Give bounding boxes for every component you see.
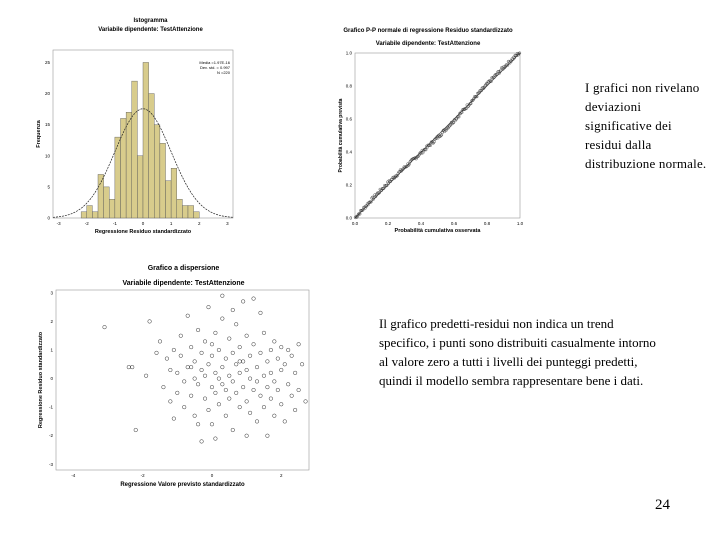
scatter-x-label: Regressione Valore previsto standardizzato [120, 482, 245, 488]
scatter-y-tick: 1 [50, 347, 53, 353]
pp-x-label: Probabilità cumulativa osservata [394, 228, 481, 234]
histogram-subtitle: Variabile dipendente: TestAttenzione [98, 27, 203, 33]
histogram-bar [160, 143, 166, 218]
histogram-bar [154, 125, 160, 218]
scatter-y-tick: -1 [48, 404, 53, 410]
pp-plot-title: Grafico P-P normale di regressione Residuo standardizzato [343, 28, 513, 34]
pp-y-tick: 0.8 [345, 83, 352, 89]
pp-x-tick: 1.0 [516, 221, 524, 226]
histogram-x-tick: -2 [84, 221, 89, 226]
scatter-y-tick: 0 [50, 376, 53, 382]
histogram-x-tick: 2 [197, 221, 201, 226]
page-number: 24 [655, 497, 670, 513]
histogram-bar [132, 81, 138, 218]
histogram-bar [149, 94, 155, 218]
histogram-bar [81, 212, 87, 218]
histogram-x-tick: 0 [141, 221, 145, 226]
scatter-x-tick: 2 [280, 473, 283, 478]
scatter-panel [36, 265, 311, 500]
histogram-title: Istogramma [133, 18, 168, 24]
pp-y-tick: 0.0 [345, 215, 352, 221]
pp-x-tick: 0.4 [417, 221, 425, 226]
scatter-x-tick: -4 [71, 473, 76, 478]
scatter-y-label: Regressione Residuo standardizzato [38, 331, 44, 429]
pp-plot-panel [328, 28, 538, 243]
histogram-stat: N =220 [216, 70, 230, 75]
scatter-chart [36, 265, 311, 500]
histogram-chart [33, 18, 268, 238]
histogram-y-tick: 25 [44, 59, 50, 65]
pp-x-tick: 0.6 [450, 221, 458, 226]
histogram-y-tick: 15 [44, 122, 50, 128]
histogram-bar [166, 181, 172, 218]
histogram-y-tick: 5 [47, 184, 50, 190]
histogram-bar [98, 174, 104, 218]
pp-y-tick: 1.0 [345, 50, 352, 56]
histogram-x-label: Regressione Residuo standardizzato [94, 229, 192, 235]
pp-plot-chart [328, 28, 538, 243]
histogram-bar [182, 206, 188, 218]
histogram-bar [104, 187, 110, 218]
histogram-bar [121, 118, 127, 218]
scatter-plot-area [56, 290, 309, 470]
pp-x-tick: 0.8 [483, 221, 491, 226]
histogram-bar [171, 168, 177, 218]
pp-y-tick: 0.6 [345, 116, 352, 122]
scatter-x-tick: -2 [140, 473, 145, 478]
histogram-bar [109, 199, 115, 218]
scatter-y-tick: -2 [48, 433, 53, 439]
histogram-bar [188, 206, 194, 218]
histogram-bar [177, 199, 183, 218]
scatter-title: Grafico a dispersione [147, 265, 220, 272]
histogram-bar [92, 212, 98, 218]
histogram-stat: Dev. std. = 0.997 [199, 65, 230, 70]
histogram-y-tick: 20 [44, 91, 50, 97]
normality-note: I grafici non rivelano deviazioni significative dei residui dalla distribuzione normale. [585, 80, 707, 171]
histogram-panel [33, 18, 268, 238]
pp-y-label: Probabilità cumulativa prevista [338, 98, 344, 173]
histogram-bar [137, 156, 143, 218]
pp-plot-subtitle: Variabile dipendente: TestAttenzione [375, 41, 481, 47]
histogram-x-tick: 3 [226, 221, 229, 226]
histogram-bar [87, 206, 93, 218]
scatter-subtitle: Variabile dipendente: TestAttenzione [122, 280, 245, 287]
histogram-y-tick: 10 [44, 153, 50, 159]
histogram-y-label: Frequenza [36, 120, 42, 148]
histogram-bar [143, 62, 149, 218]
pp-y-tick: 0.4 [345, 149, 352, 155]
histogram-y-tick: 0 [47, 215, 50, 221]
scatter-y-tick: 2 [50, 318, 53, 324]
scatter-x-tick: 0 [210, 473, 214, 478]
histogram-bar [126, 112, 132, 218]
pp-x-tick: 0.0 [351, 221, 359, 226]
histogram-x-tick: -3 [56, 221, 61, 226]
histogram-stat: Media =1.97E-16 [199, 60, 230, 65]
scatter-y-tick: -3 [48, 461, 53, 467]
histogram-bar [194, 212, 200, 218]
pp-y-tick: 0.2 [345, 182, 352, 188]
pp-x-tick: 0.2 [384, 221, 392, 226]
scatter-y-tick: 3 [50, 290, 53, 296]
histogram-x-tick: 1 [169, 221, 173, 226]
histogram-x-tick: -1 [112, 221, 117, 226]
residual-plot-note: Il grafico predetti-residui non indica un trend specifico, i punti sono distribuiti casualmente intorno al valore zero a tutti i livelli dei punteggi predetti, quindi il modello sembra rappresentare bene i dati. [379, 316, 656, 388]
